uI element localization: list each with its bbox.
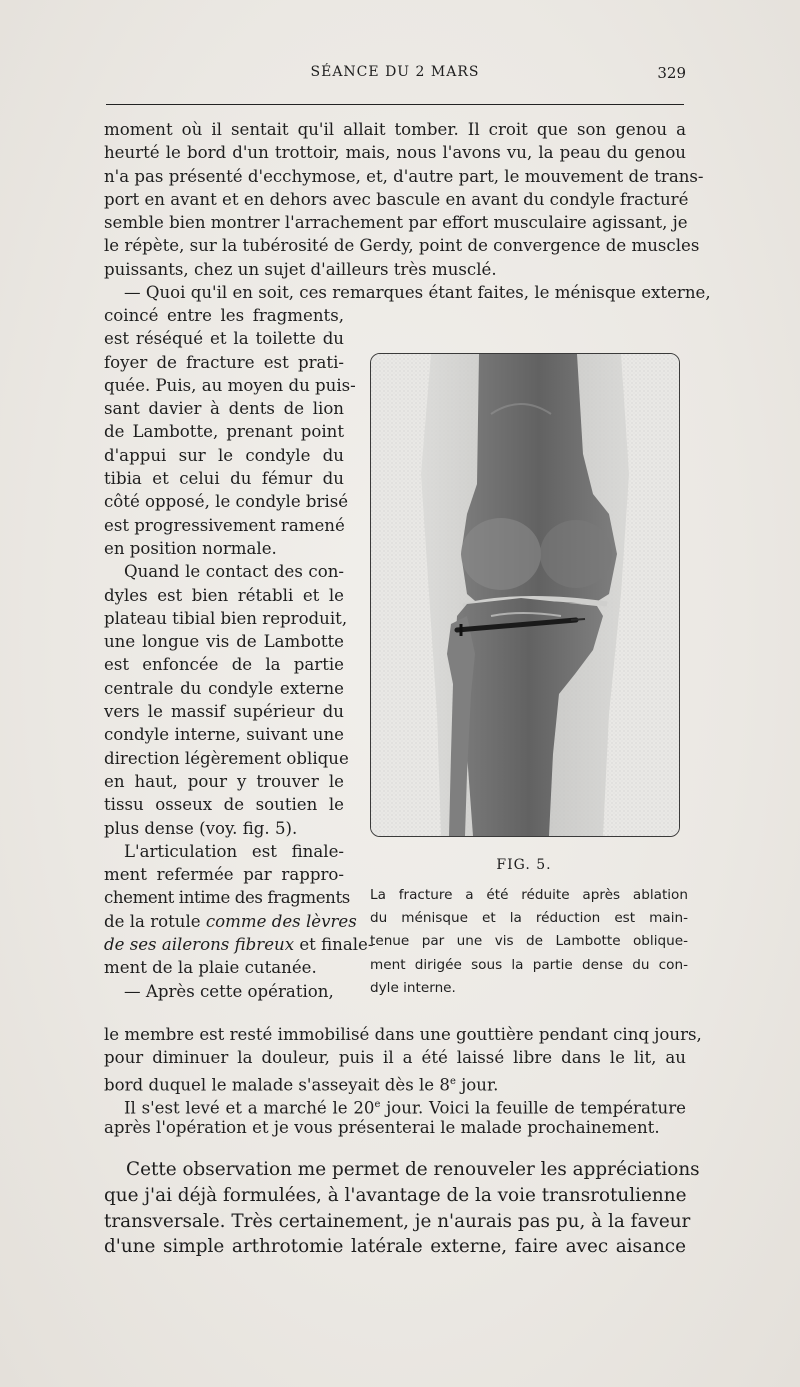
text-line: semble bien montrer l'arrachement par effort musculaire agissant, je xyxy=(104,213,688,233)
page-number: 329 xyxy=(657,64,686,82)
closing-paragraph xyxy=(104,1157,700,1260)
italic-run: de ses ailerons fibreux xyxy=(104,935,295,955)
text-line-mixed xyxy=(104,910,357,933)
text-run: bord duquel le malade s'asseyait dès le 8 xyxy=(104,1075,450,1095)
figure-label: FIG. 5. xyxy=(496,857,552,873)
caption-line: tenue par une vis de Lambotte oblique- xyxy=(370,933,688,950)
text-line: dyles est bien rétabli et le xyxy=(104,585,344,605)
superscript: e xyxy=(374,1098,381,1110)
text-line: — Quoi qu'il en soit, ces remarques étant faites, le ménisque externe, xyxy=(124,283,711,303)
text-run: jour. xyxy=(455,1075,499,1095)
text-line: foyer de fracture est prati- xyxy=(104,352,344,372)
text-line-mixed xyxy=(104,1093,686,1116)
running-title: SÉANCE DU 2 MARS xyxy=(310,64,480,80)
text-line: ment refermée par rappro- xyxy=(104,865,344,885)
text-line: L'articulation est finale- xyxy=(124,841,344,861)
text-line: une longue vis de Lambotte xyxy=(104,632,344,652)
text-line: condyle interne, suivant une xyxy=(104,725,344,745)
text-line: n'a pas présenté d'ecchymose, et, d'autre part, le mouvement de trans- xyxy=(104,166,704,186)
side-column xyxy=(104,304,374,1003)
text-line: que j'ai déjà formulées, à l'avantage de la voie transrotulienne xyxy=(104,1184,687,1206)
top-paragraph xyxy=(104,118,711,304)
text-line: plateau tibial bien reproduit, xyxy=(104,608,348,628)
text-line: centrale du condyle externe xyxy=(104,678,344,698)
text-line-mixed xyxy=(104,1070,686,1093)
text-line: moment où il sentait qu'il allait tomber. Il croit que son genou a xyxy=(104,120,686,139)
header-rule xyxy=(106,104,684,105)
caption-line: ment dirigée sous la partie dense du con- xyxy=(370,956,688,973)
text-line: port en avant et en dehors avec bascule en avant du condyle fracturé xyxy=(104,189,689,209)
caption-line: La fracture a été réduite après ablation xyxy=(370,887,688,903)
text-line: coincé entre les fragments, xyxy=(104,306,344,325)
text-line: le membre est resté immobilisé dans une gouttière pendant cinq jours, xyxy=(104,1025,702,1044)
text-line: d'appui sur le condyle du xyxy=(104,445,344,465)
text-line: puissants, chez un sujet d'ailleurs très musclé. xyxy=(104,259,497,279)
superscript: e xyxy=(449,1075,456,1087)
text-line: en haut, pour y trouver le xyxy=(104,771,344,791)
text-line: — Après cette opération, xyxy=(124,981,334,1001)
text-line: heurté le bord d'un trottoir, mais, nous l'avons vu, la peau du genou xyxy=(104,143,686,163)
text-line: ment de la plaie cutanée. xyxy=(104,958,317,978)
text-run: et finale- xyxy=(299,935,374,955)
text-line: en position normale. xyxy=(104,538,277,558)
text-line: est réséqué et la toilette du xyxy=(104,329,344,349)
text-line: est progressivement ramené xyxy=(104,515,345,535)
running-head xyxy=(104,64,686,86)
text-line-mixed xyxy=(104,933,374,956)
text-run: Il s'est levé et a marché le 20 xyxy=(124,1098,375,1118)
text-line: est enfoncée de la partie xyxy=(104,655,344,675)
text-line: tibia et celui du fémur du xyxy=(104,469,344,489)
text-line: Quand le contact des con- xyxy=(124,562,344,582)
text-run: de la rotule xyxy=(104,911,201,931)
text-line: transversale. Très certainement, je n'aurais pas pu, à la faveur xyxy=(104,1210,691,1232)
text-line: quée. Puis, au moyen du puis- xyxy=(104,375,356,395)
figure-caption xyxy=(370,884,688,1000)
text-line: Cette observation me permet de renouveler les appréciations xyxy=(126,1159,700,1180)
text-line: d'une simple arthrotomie latérale externe, faire avec aisance xyxy=(104,1236,686,1258)
text-line: après l'opération et je vous présenterai le malade prochainement. xyxy=(104,1118,660,1138)
xray-figure xyxy=(370,353,680,837)
text-line: vers le massif supérieur du xyxy=(104,702,344,722)
bottom-paragraph xyxy=(104,1023,702,1139)
text-line: côté opposé, le condyle brisé xyxy=(104,492,349,512)
text-line: tissu osseux de soutien le xyxy=(104,795,344,815)
text-line: pour diminuer la douleur, puis il a été laissé libre dans le lit, au xyxy=(104,1048,686,1068)
knee-radiograph-image xyxy=(371,354,679,836)
text-line: de Lambotte, prenant point xyxy=(104,422,344,442)
text-line: sant davier à dents de lion xyxy=(104,399,344,419)
text-line: plus dense (voy. fig. 5). xyxy=(104,818,298,838)
text-line: direction légèrement oblique xyxy=(104,748,349,768)
caption-line: dyle interne. xyxy=(370,979,456,996)
italic-run: comme des lèvres xyxy=(205,911,357,931)
text-run: jour. Voici la feuille de température xyxy=(380,1098,686,1118)
text-line: le répète, sur la tubérosité de Gerdy, point de convergence de muscles xyxy=(104,236,700,256)
text-line: chement intime des fragments xyxy=(104,888,350,908)
caption-line: du ménisque et la réduction est main- xyxy=(370,910,688,927)
